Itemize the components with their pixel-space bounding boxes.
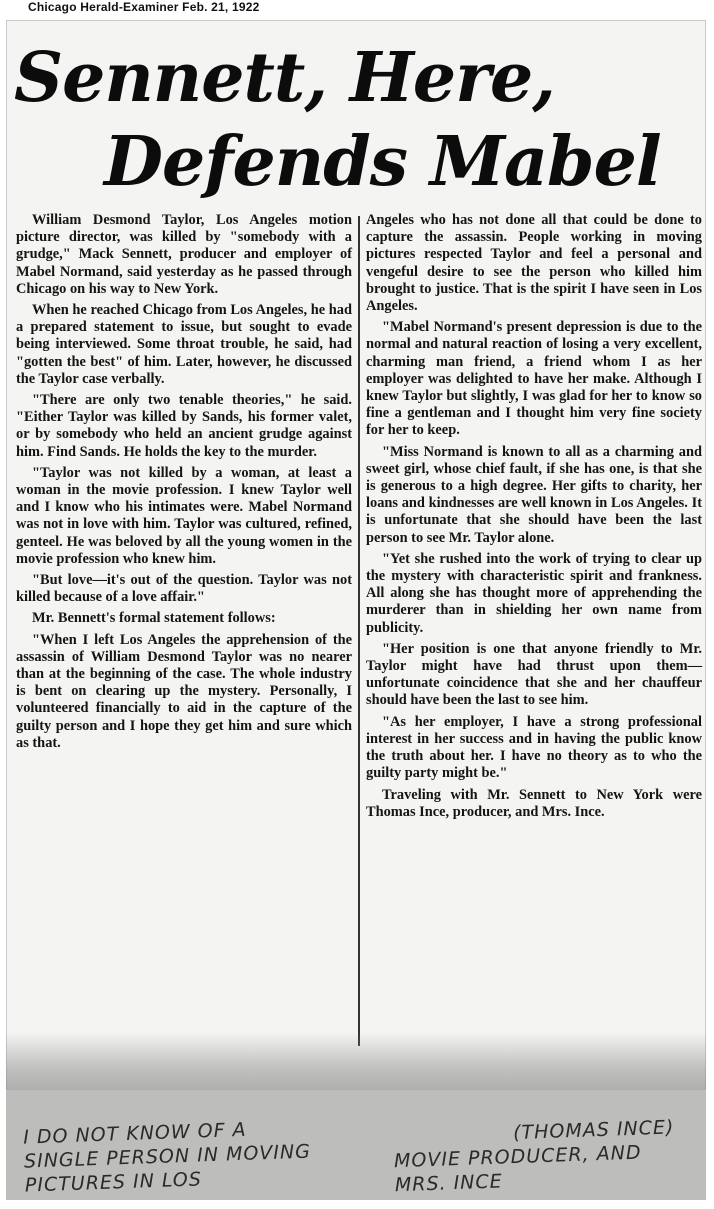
column2-paragraph-6: "As her employer, I have a strong professional interest in her success and in having the public know the truth about her. I have no theory as to who the guilty party might be." — [366, 713, 702, 782]
handwritten-line: I DO NOT KNOW OF A — [22, 1118, 247, 1149]
newspaper-clipping — [6, 20, 706, 1200]
handwritten-line: (THOMAS INCE) — [512, 1116, 675, 1145]
column1-paragraph-3: "There are only two tenable theories," he said. "Either Taylor was killed by Sands, his former valet, or by somebody who held an ancient grudge against him. Find Sands. He holds the key to the murder. — [16, 392, 352, 460]
column1-paragraph-5: "But love—it's out of the question. Taylor was not killed because of a love affair." — [16, 572, 352, 606]
handwritten-note-left — [23, 1114, 345, 1197]
column1-paragraph-4: "Taylor was not killed by a woman, at least a woman in the movie profession. I knew Taylor well and I know who his intimates were. Mabel Normand was not in love with him. Taylor was cultured, refined, genteel. He was beloved by all the young women in the movie profession who knew him. — [16, 464, 352, 567]
column-divider — [358, 216, 360, 1046]
column2-paragraph-7: Traveling with Mr. Sennett to New York were Thomas Ince, producer, and Mrs. Ince. — [366, 786, 702, 820]
handwritten-line: PICTURES IN LOS — [24, 1168, 203, 1197]
column2-paragraph-5: "Her position is one that anyone friendly to Mr. Taylor might have had thrust upon them—unfortunate coincidence that she and her chauffeur should have been the last to see him. — [366, 640, 702, 709]
column2-paragraph-2: "Mabel Normand's present depression is due to the normal and natural reaction of losing a very excellent, charming man friend, a friend whom I as her employer was delighted to have her make. Although I knew Taylor but slightly, I was glad for her to know so fine a gentleman and I thought him very fine society for her to keep. — [366, 319, 702, 439]
handwritten-line: MOVIE PRODUCER, AND — [393, 1141, 642, 1173]
article-column-2 — [366, 212, 702, 825]
source-caption: Chicago Herald-Examiner Feb. 21, 1922 — [28, 0, 260, 14]
handwritten-note-right — [393, 1115, 695, 1197]
article-column-1 — [16, 212, 352, 756]
column2-paragraph-3: "Miss Normand is known to all as a charming and sweet girl, whose chief fault, if she has one, is that she is generous to a high degree. Her gifts to charity, her loans and kindnesses are well known in Los Angeles. It is unfortunate that she should have been the last person to see Mr. Taylor alone. — [366, 443, 702, 546]
column1-paragraph-1: William Desmond Taylor, Los Angeles motion picture director, was killed by "somebody with a grudge," Mack Sennett, producer and employer of Mabel Normand, said yesterday as he passed through Chicago on his way to New York. — [16, 212, 352, 297]
headline-line-2: Defends Mabel — [104, 122, 661, 202]
handwritten-line: MRS. INCE — [394, 1170, 504, 1197]
column2-paragraph-4: "Yet she rushed into the work of trying to clear up the mystery with characteristic spirit and frankness. All along she has thought more of apprehending the murderer than in shielding her own name from publicity. — [366, 550, 702, 636]
column2-paragraph-1: Angeles who has not done all that could be done to capture the assassin. People working in moving pictures respected Taylor and feel a personal and vengeful desire to see the person who killed him brought to justice. That is the spirit I have seen in Los Angeles. — [366, 212, 702, 315]
handwritten-line: SINGLE PERSON IN MOVING — [23, 1140, 312, 1173]
column1-paragraph-2: When he reached Chicago from Los Angeles, he had a prepared statement to issue, but sought to evade being interviewed. Some throat trouble, he said, had "gotten the best" of him. Later, however, he discussed the Taylor case verbally. — [16, 302, 352, 387]
column1-paragraph-7: "When I left Los Angeles the apprehension of the assassin of William Desmond Taylor was no nearer than at the beginning of the case. The whole industry is bent on clearing up the mystery. Personally, I volunteered financially to aid in the capture of the guilty person and I hope they get him and sure which as that. — [16, 631, 352, 751]
column1-paragraph-6: Mr. Bennett's formal statement follows: — [32, 610, 276, 627]
headline-line-1: Sennett, Here, — [14, 38, 555, 118]
